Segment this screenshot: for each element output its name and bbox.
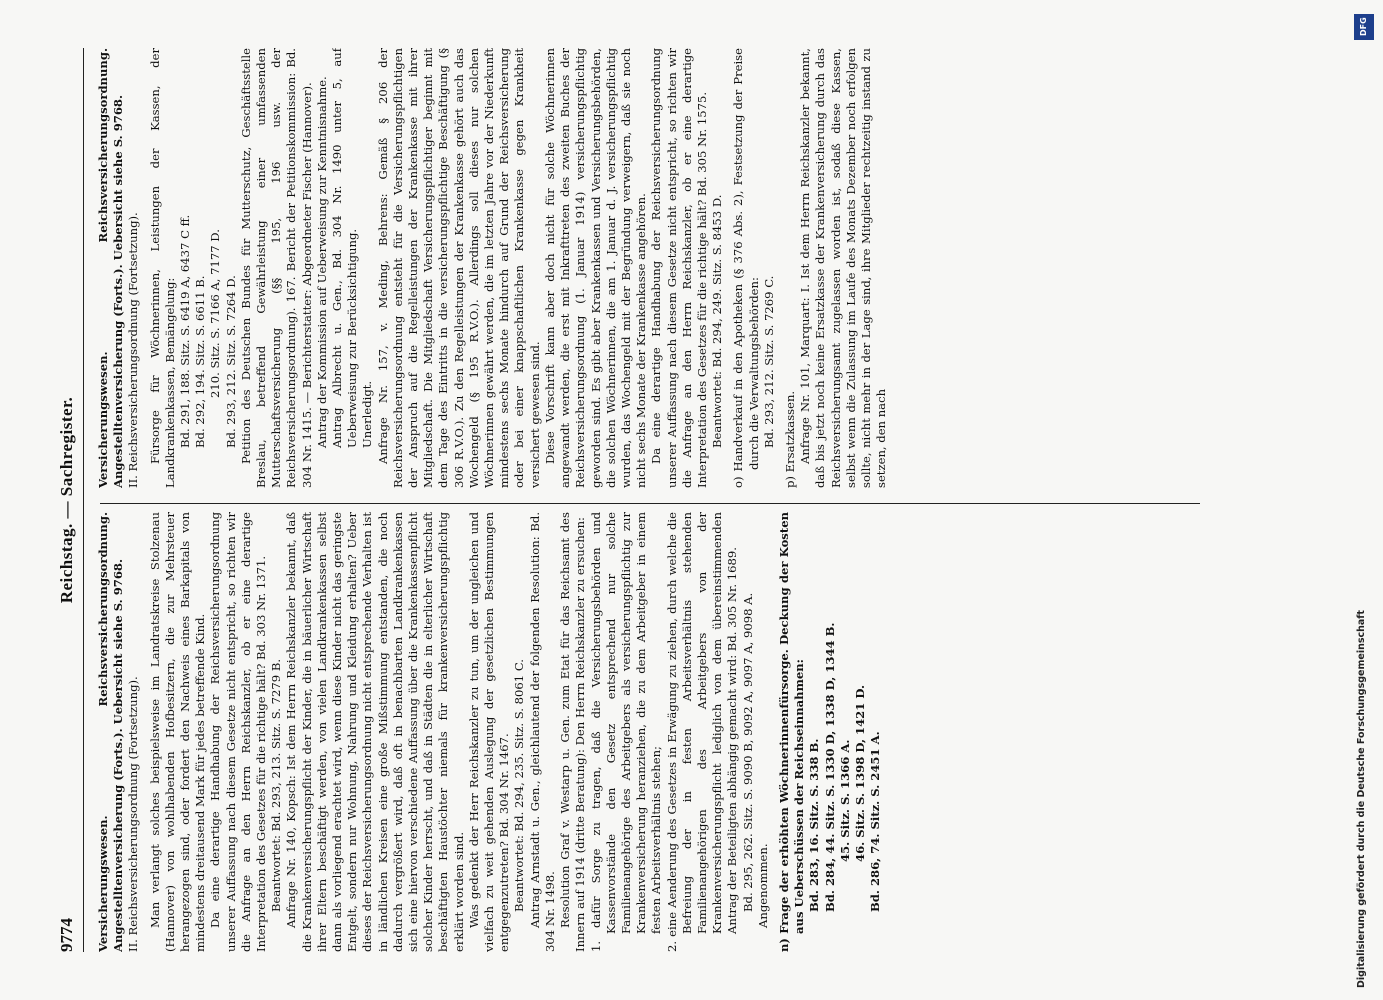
status-note: Angenommen. xyxy=(755,843,770,928)
running-title: Reichstag. — Sachregister. xyxy=(57,396,76,604)
paragraph: Da eine derartige Handhabung der Reichsversicherungsordnung unserer Auffassung nach diesem Gesetze nicht entspricht, so richten wir die Anfrage an den Herrn Reichskanzler, ob er eine derartige Interpretation des Gesetzes für die richtige hält? Bd. 305 Nr. 1575. xyxy=(649,48,709,488)
funding-note: Digitalisierung gefördert durch die Deutsche Forschungsgemeinschaft xyxy=(1356,610,1367,988)
paragraph: Anfrage Nr. 101, Marquart: I. Ist dem Herrn Reichskanzler bekannt, daß bis jetzt noch keine Ersatzkasse der Krankenversicherung durch das Reichsversicherungsamt zugelassen worden ist, sodaß diese Kassen, selbst wenn die Zulassung im Laufe des Monats Dezember noch erfolgen sollte, nicht mehr in der Lage sind, ihre Mitglieder rechtzeitig instand zu setzen, den nach xyxy=(798,48,889,488)
section-heading: n) Frage der erhöhten Wöchnerinnenfürsorge. Deckung der Kosten aus Ueberschüssen der Reichseinnahmen: xyxy=(776,512,807,952)
column-subheading: II. Reichsversicherungsordnung (Fortsetzung). xyxy=(126,676,141,952)
column-heading: Versicherungswesen. Reichsversicherungsordnung. Angestelltenversicherung (Forts.). Uebersicht siehe S. 9768. xyxy=(96,48,126,488)
reference: Bd. 293, 212. Sitz. S. 7269 C. xyxy=(761,275,776,448)
paragraph: Anfrage Nr. 140, Kopsch: Ist dem Herrn Reichskanzler bekannt, daß die Krankenversicherungspflicht der Kinder, die in bäuerlicher Wirtschaft ihrer Eltern beschäftigt werden, von vielen Landkrankenkassen selbst dann als vorliegend erachtet wird, wenn diese Kinder nicht das geringste Entgelt, sondern nur Wohnung, Nahrung und Kleidung erhalten? Ueber dieses der Reichsversicherungsordnung nicht entsprechende Verhalten ist in ländlichen Kreisen eine große Mißstimmung entstanden, die noch dadurch vergrößert wird, daß oft in benachbarten Landkrankenkassen sich eine hiervon verschiedene Auffassung über die Krankenkassenpflicht solcher Kinder herrscht, und daß in Städten die in elterlicher Wirtschaft beschäftigten Haustöchter niemals für krankenversicherungspflichtig erklärt worden sind. xyxy=(284,512,466,952)
reference: 210. Sitz. S. 7166 A, 7177 D. xyxy=(208,229,223,398)
right-column xyxy=(96,48,1196,488)
page-number: 9774 xyxy=(57,918,76,952)
section-heading: o) Handverkauf in den Apotheken (§ 376 Abs. 2), Festsetzung der Preise durch die Verwaltungsbehörden: xyxy=(731,48,761,488)
status-note: Unerledigt. xyxy=(360,380,375,448)
answer-reference: Beantwortet: Bd. 294, 249. Sitz. S. 8453 D. xyxy=(710,194,725,448)
paragraph: Anfrage Nr. 157, v. Meding, Behrens: Gemäß § 206 der Reichsversicherungsordnung entsteht für die Versicherungspflichtigen der Anspruch auf die Regelleistungen der Krankenkasse mit ihrer Mitgliedschaft. Die Mitgliedschaft Versicherungspflichtiger beginnt mit dem Tage des Eintritts in die versicherungspflichtige Beschäftigung (§ 306 R.V.O.). Zu den Regelleistungen der Krankenkasse gehört auch das Wochengeld (§ 195 R.V.O.). Allerdings soll dieses nur solchen Wöchnerinnen gewährt werden, die im letzten Jahre vor der Niederkunft mindestens sechs Monate hindurch auf Grund der Reichsversicherung oder bei einer knappschaftlichen Krankenkasse gegen Krankheit versichert gewesen sind. xyxy=(375,48,542,488)
paragraph: Diese Vorschrift kann aber doch nicht für solche Wöchnerinnen angewandt werden, die erst mit Inkrafttreten des zweiten Buches der Reichsversicherungsordnung (1. Januar 1914) versicherungspflichtig geworden sind. Es gibt aber Krankenkassen und Versicherungsbehörden, die solchen Wöchnerinnen, die am 1. Januar d. J. versicherungspflichtig wurden, das Wochengeld mit der Begründung verweigern, daß sie noch nicht sechs Monate der Krankenkasse angehören. xyxy=(542,48,649,488)
motion: Antrag Albrecht u. Gen., Bd. 304 Nr. 1490 unter 5, auf Ueberweisung zur Berücksichtigung. xyxy=(330,48,360,448)
column-heading: Versicherungswesen. Reichsversicherungsordnung. Angestelltenversicherung (Forts.). Uebersicht siehe S. 9768. xyxy=(96,512,126,952)
section-heading: p) Ersatzkassen. xyxy=(782,390,797,488)
paragraph: Da eine derartige Handhabung der Reichsversicherungsordnung unserer Auffassung nach diesem Gesetze nicht entspricht, so richten wir die Anfrage an den Herrn Reichskanzler, ob er eine derartige Interpretation des Gesetzes für die richtige hält? Bd. 303 Nr. 1371. xyxy=(208,512,269,952)
paragraph: Petition des Deutschen Bundes für Mutterschutz, Geschäftsstelle Breslau, betreffend Gewährleistung einer umfassenden Mutterschaftsversicherung (§§ 195, 196 usw. der Reichsversicherungsordnung). 167. Bericht der Petitionskommission: Bd. 304 Nr. 1415. — Berichterstatter: Abgeordneter Fischer (Hannover). xyxy=(238,48,314,488)
reference: Bd. 295, 262. Sitz. S. 9090 B, 9092 A, 9097 A, 9098 A. xyxy=(740,592,755,912)
paragraph: Man verlangt solches beispielsweise im Landratskreise Stolzenau (Hannover) von wohlhabenden Hofbesitzern, die zur Mehrsteuer herangezogen sind, oder fordert den Nachweis eines Barkapitals von mindestens dreitausend Mark für jedes betreffende Kind. xyxy=(147,512,208,952)
answer-reference: Beantwortet: Bd. 294, 235. Sitz. S. 8061 C. xyxy=(512,659,527,912)
reference: 46. Sitz. S. 1398 D, 1421 D. xyxy=(852,684,867,862)
list-item: 1. dafür Sorge zu tragen, daß die Versicherungsbehörden und Kassenvorstände den Gesetz entsprechend nur solche Familienangehörige des Arbeitgebers als versicherungspflichtig zur Krankenversicherung heranziehen, die zu dem Arbeitgeber in einem festen Arbeitsverhältnis stehen; xyxy=(588,512,664,952)
left-column xyxy=(96,512,1196,952)
column-divider xyxy=(100,503,1200,504)
reference: Bd. 284, 44. Sitz. S. 1330 D, 1338 D, 1344 B. xyxy=(822,622,837,912)
paragraph: Antrag Arnstadt u. Gen., gleichlautend der folgenden Resolution: Bd. 304 Nr. 1498. xyxy=(527,512,557,952)
paragraph: Fürsorge für Wöchnerinnen, Leistungen der Kassen, der Landkrankenkassen, Bemängelung: xyxy=(147,48,177,488)
funding-side-note xyxy=(1352,8,1378,993)
paragraph: Was gedenkt der Herr Reichskanzler zu tun, um der ungleichen und vielfach zu weit gehenden Auslegung der gesetzlichen Bestimmungen entgegenzutreten? Bd. 304 Nr. 1467. xyxy=(466,512,512,952)
reference: Bd. 293, 212. Sitz. S. 7264 D. xyxy=(223,275,238,448)
reference: Bd. 291, 188. Sitz. S. 6419 A, 6437 C ff. xyxy=(178,214,193,448)
dfg-logo: DFG xyxy=(1354,14,1374,40)
reference: 45. Sitz. S. 1366 A. xyxy=(837,739,852,862)
paragraph: Resolution Graf v. Westarp u. Gen. zum Etat für das Reichsamt des Innern auf 1914 (dritte Beratung): Den Herrn Reichskanzler zu ersuchen: xyxy=(558,512,588,952)
reference: Bd. 286, 74. Sitz. S. 2451 A. xyxy=(868,731,883,912)
list-item: 2. eine Aenderung des Gesetzes in Erwägung zu ziehen, durch welche die Befreiung der in festen Arbeitsverhältnis stehenden Familienangehörigen des Arbeitgebers von der Krankenversicherungspflicht lediglich von dem übereinstimmenden Antrag der Beteiligten abhängig gemacht wird: Bd. 305 Nr. 1689. xyxy=(664,512,740,952)
answer-reference: Beantwortet: Bd. 293, 213. Sitz. S. 7279 B. xyxy=(269,658,284,912)
motion: Antrag der Kommission auf Ueberweisung zur Kenntnisnahme. xyxy=(314,76,329,448)
reference: Bd. 292, 194. Sitz. S. 6611 B. xyxy=(193,275,208,448)
reference: Bd. 283, 16. Sitz. S. 338 B. xyxy=(807,738,822,912)
column-subheading: II. Reichsversicherungsordnung (Fortsetzung). xyxy=(126,212,141,488)
page-header xyxy=(55,48,84,952)
